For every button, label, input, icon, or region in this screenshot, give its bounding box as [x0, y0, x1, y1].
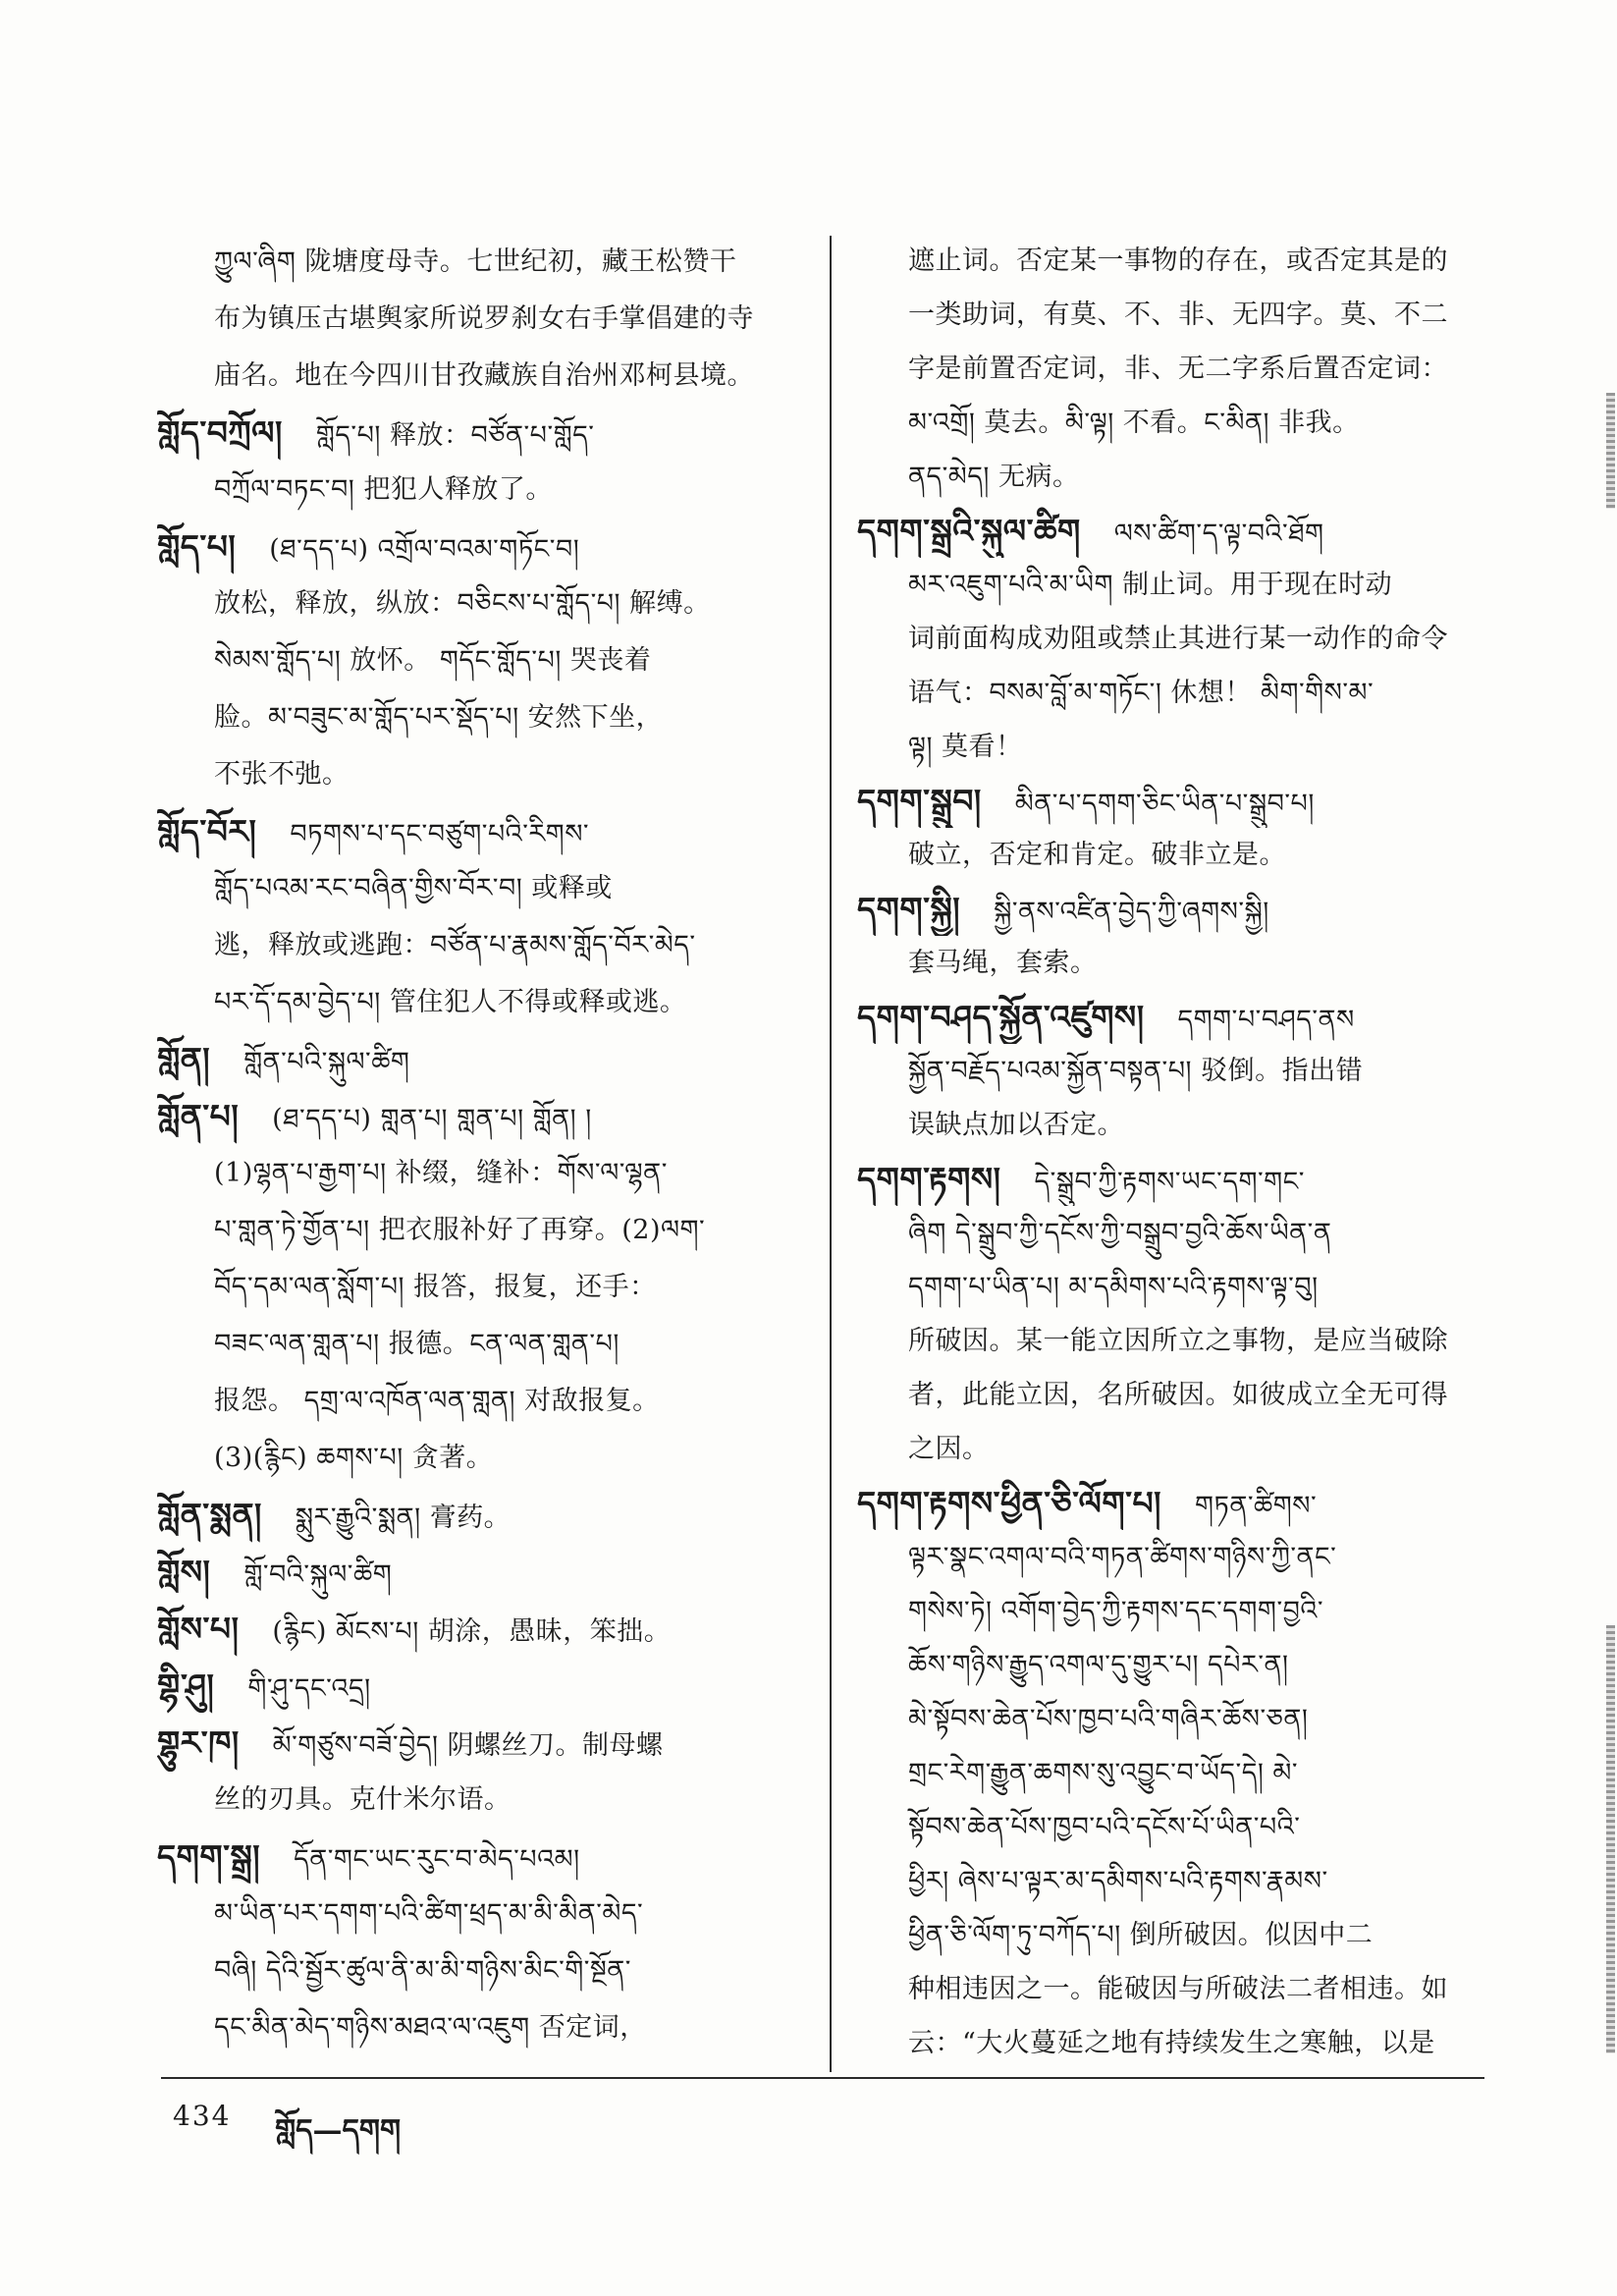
definition-text: དེ་སྒྲུབ་ཀྱི་རྟགས་ཡང་དག་གང་ — [1034, 1167, 1305, 1197]
dictionary-entry — [157, 405, 817, 519]
definition-text: (ཐ་དད་པ) འགྲོལ་བའམ་གཏོང་བ། — [269, 534, 580, 565]
entry-first-line — [157, 1829, 817, 1886]
definition-line: མ་ཡིན་པར་དགག་པའི་ཚིག་ཕྲད་མ་མི་མིན་མེད་ — [214, 1898, 644, 1929]
definition-text: བཏགས་པ་དང་བཙུག་པའི་རིགས་ — [290, 819, 590, 849]
headword: གློན་པ། — [157, 1097, 240, 1135]
dictionary-entry — [157, 1088, 817, 1487]
definition-line: སྟོབས་ཆེན་པོས་ཁྱབ་པའི་དངོས་པོ་ཡིན་པའི་ — [908, 1812, 1301, 1842]
definition-line: མེ་སྟོབས་ཆེན་པོས་ཁྱབ་པའི་གཞིར་ཆོས་ཅན། — [908, 1704, 1309, 1734]
definition-text: དོན་གང་ཡང་རུང་བ་མེད་པའམ། — [294, 1844, 580, 1875]
headword: དགག་རྟགས། — [857, 1160, 1001, 1198]
dictionary-entry — [157, 1601, 817, 1658]
dictionary-entry — [857, 1476, 1495, 2070]
dictionary-entry — [157, 1715, 817, 1829]
headword: དགག་སྒྲའི་སྐུལ་ཚིག — [857, 512, 1081, 550]
dictionary-entry — [857, 774, 1495, 882]
entry-first-line — [157, 405, 817, 462]
entry-first-line — [157, 1088, 817, 1145]
dictionary-entry — [157, 519, 817, 803]
definition-line: ཞིག དེ་སྒྲུབ་ཀྱི་དངོས་ཀྱི་བསྒྲུབ་བྱའི་ཆོས་ཡིན་ན — [908, 1218, 1332, 1248]
definition-line: སྐྱོན་བརྗོད་པའམ་སྐྱོན་བསྟན་པ། 驳倒。指出错 — [908, 1056, 1364, 1086]
dictionary-entry — [857, 1152, 1495, 1476]
definition-line: ཀྱུལ་ཞིག 陇塘度母寺。七世纪初，藏王松赞干 — [214, 246, 737, 277]
definition-line: བོད་དམ་ལན་སློག་པ། 报答，报复，还手： — [214, 1272, 657, 1302]
definition-line: བཟང་ལན་གླན་པ། 报德。ངན་ལན་གླན་པ། — [214, 1329, 620, 1359]
definition-line: 不张不弛。 — [214, 759, 350, 790]
entry-first-line — [157, 1658, 817, 1715]
scan-edge-mark — [1606, 1625, 1615, 2053]
entry-first-line — [857, 882, 1495, 936]
entry-first-line — [857, 1152, 1495, 1206]
dictionary-entry — [157, 1829, 817, 2056]
definition-line: པར་དོ་དམ་བྱེད་པ། 管住犯人不得或释或逃。 — [214, 987, 687, 1017]
definition-line: 语气：བསམ་བློ་མ་གཏོང་། 休想！ མིག་གིས་མ་ — [908, 678, 1374, 708]
definition-line: ལྟ། 莫看！ — [908, 732, 1023, 762]
left-column — [157, 234, 817, 2056]
definition-line: (1)ལྷན་པ་རྒྱག་པ། 补缀，缝补：གོས་ལ་ལྷན་ — [214, 1158, 668, 1188]
definition-line: 庙名。地在今四川甘孜藏族自治州邓柯县境。 — [214, 360, 754, 391]
definition-line: 放松，释放，纵放：བཅིངས་པ་གློད་པ། 解缚。 — [214, 588, 711, 619]
definition-line: གློད་པའམ་རང་བཞིན་གྱིས་བོར་བ། 或释或 — [214, 873, 613, 903]
definition-line: 遮止词。否定某一事物的存在，或否定其是的 — [908, 246, 1448, 276]
definition-line: ཕྱིར། ཞེས་པ་ལྟར་མ་དམིགས་པའི་རྟགས་རྣམས་ — [908, 1866, 1328, 1896]
entry-first-line — [157, 1715, 817, 1772]
definition-line: དང་མིན་མེད་གཉིས་མཐའ་ལ་འཇུག 否定词， — [214, 2012, 647, 2043]
definition-line: 之因。 — [908, 1434, 990, 1464]
entry-first-line — [857, 774, 1495, 828]
definition-line: 脸。མ་བཟུང་མ་གློད་པར་སྡོད་པ། 安然下坐， — [214, 702, 664, 733]
definition-line: པ་གླན་ཏེ་གྱོན་པ། 把衣服补好了再穿。(2)ལག་ — [214, 1215, 706, 1245]
definition-line: 套马绳，套索。 — [908, 948, 1098, 978]
headword: དགག་སྒྲུབ། — [857, 782, 982, 820]
definition-line: སེམས་གློད་པ། 放怀。 གདོང་གློད་པ། 哭丧着 — [214, 645, 652, 676]
entry-first-line — [157, 803, 817, 860]
entry-first-line — [857, 1476, 1495, 1530]
entry-first-line — [157, 1544, 817, 1601]
page-number: 434 — [173, 2100, 232, 2132]
right-column — [857, 234, 1495, 2070]
dictionary-entry — [857, 504, 1495, 774]
definition-line: 丝的刃具。克什米尔语。 — [214, 1784, 512, 1815]
running-head: གློད—དགག — [275, 2113, 402, 2148]
dictionary-entry — [157, 1658, 817, 1715]
definition-text: (ཐ་དད་པ) གླན་པ། གླན་པ། གློན། ། — [272, 1104, 592, 1134]
dictionary-entry — [857, 882, 1495, 990]
definition-text: དགག་པ་བཤད་ནས — [1177, 1005, 1355, 1035]
headword: གློན། — [157, 1040, 211, 1078]
definition-text: གཏན་ཚིགས་ — [1195, 1491, 1318, 1521]
dictionary-entry — [157, 1487, 817, 1544]
headword: གྷི་ཤུ། — [157, 1667, 215, 1705]
headword: དགག་སྐྱི། — [857, 890, 961, 928]
footer-rule — [161, 2077, 1484, 2079]
definition-line: 云：“大火蔓延之地有持续发生之寒触，以是 — [908, 2028, 1435, 2058]
definition-line: (3)(རྙིང) ཆགས་པ། 贪著。 — [214, 1443, 494, 1473]
dictionary-entry-continued — [857, 234, 1495, 504]
definition-line: 词前面构成劝阻或禁止其进行某一动作的命令 — [908, 624, 1448, 654]
dictionary-entry-continued — [157, 234, 817, 405]
definition-line: 逃，释放或逃跑：བཙོན་པ་རྣམས་གློད་བོར་མེད་ — [214, 930, 696, 960]
definition-line: གྲང་རེག་རྒྱུན་ཆགས་སུ་འབྱུང་བ་ཡོད་དེ། མེ་ — [908, 1758, 1299, 1788]
column-divider — [830, 236, 832, 2072]
definition-text: སྨུར་རྒྱུའི་སྨན། 膏药。 — [295, 1503, 512, 1533]
definition-line: 误缺点加以否定。 — [908, 1110, 1124, 1140]
definition-line: 者，此能立因，名所破因。如彼成立全无可得 — [908, 1380, 1448, 1410]
definition-line: ཆོས་གཉིས་རྒྱུད་འགལ་དུ་གྱུར་པ། དཔེར་ན། — [908, 1650, 1289, 1680]
dictionary-entry — [157, 1031, 817, 1088]
headword: གློས་པ། — [157, 1610, 240, 1648]
entry-first-line — [157, 1031, 817, 1088]
dictionary-entry — [157, 1544, 817, 1601]
definition-line: 报怨。 དགྲ་ལ་འཁོན་ལན་གླན། 对敌报复。 — [214, 1386, 660, 1416]
definition-line: 破立，否定和肯定。破非立是。 — [908, 840, 1286, 870]
definition-text: གློན་པའི་སྐུལ་ཚིག — [243, 1047, 410, 1077]
definition-line: 一类助词，有莫、不、非、无四字。莫、不二 — [908, 300, 1448, 330]
scan-edge-mark — [1606, 393, 1615, 509]
definition-line: མར་འཇུག་པའི་མ་ཡིག 制止词。用于现在时动 — [908, 570, 1393, 600]
headword: དགག་བཤད་སྐྱོན་འཛུགས། — [857, 998, 1145, 1036]
headword: གློད་པ། — [157, 527, 237, 566]
definition-line: མ་འགྲོ། 莫去。མི་ལྟ། 不看。ང་མིན། 非我。 — [908, 408, 1360, 438]
definition-text: སྐྱི་ནས་འཛིན་བྱེད་ཀྱི་ཞགས་སྐྱི། — [994, 897, 1269, 927]
entry-first-line — [157, 1601, 817, 1658]
definition-line: ནད་མེད། 无病。 — [908, 462, 1080, 492]
dictionary-entry — [857, 990, 1495, 1152]
definition-line: ཕྱིན་ཅི་ལོག་ཏུ་བཀོད་པ། 倒所破因。似因中二 — [908, 1920, 1374, 1950]
definition-text: མོ་གཙུས་བཟོ་བྱེད། 阴螺丝刀。制母螺 — [272, 1730, 664, 1761]
definition-line: 布为镇压古堪舆家所说罗刹女右手掌倡建的寺 — [214, 303, 754, 334]
headword: གློན་སྨན། — [157, 1496, 262, 1534]
definition-line: 种相违因之一。能破因与所破法二者相违。如 — [908, 1974, 1448, 2004]
headword: གློད་བཀྲོལ། — [157, 413, 283, 452]
definition-line: དགག་པ་ཡིན་པ། མ་དམིགས་པའི་རྟགས་ལྟ་བུ། — [908, 1272, 1319, 1302]
definition-line: ལྟར་སྣང་འགལ་བའི་གཏན་ཚིགས་གཉིས་ཀྱི་ནང་ — [908, 1542, 1337, 1572]
headword: དགག་སྒྲ། — [157, 1837, 261, 1876]
headword: དགག་རྟགས་ཕྱིན་ཅི་ལོག་པ། — [857, 1484, 1161, 1522]
definition-line: བཞི། དེའི་སྦྱོར་ཚུལ་ནི་མ་མི་གཉིས་མིང་གི་སྔོན་ — [214, 1955, 631, 1986]
definition-text: (རྙིང) མོངས་པ། 胡涂，愚昧，笨拙。 — [272, 1616, 672, 1647]
headword: གློས། — [157, 1553, 211, 1591]
definition-line: 所破因。某一能立因所立之事物，是应当破除 — [908, 1326, 1448, 1356]
definition-text: གི་ཤུ་དང་འདྲ། — [247, 1673, 371, 1704]
definition-line: 字是前置否定词，非、无二字系后置否定词： — [908, 354, 1448, 384]
headword: གློད་བོར། — [157, 812, 257, 850]
definition-text: ལས་ཚིག་ད་ལྟ་བའི་ཐོག — [1113, 519, 1324, 549]
entry-first-line — [857, 504, 1495, 558]
headword: གྷུར་ཁ། — [157, 1723, 240, 1762]
entry-first-line — [157, 1487, 817, 1544]
dictionary-entry — [157, 803, 817, 1031]
entry-first-line — [857, 990, 1495, 1044]
definition-text: གློ་བའི་སྐུལ་ཚིག — [243, 1559, 393, 1590]
entry-first-line — [157, 519, 817, 575]
definition-line: བཀྲོལ་བཏང་བ། 把犯人释放了。 — [214, 474, 553, 505]
definition-text: མིན་པ་དགག་ཅིང་ཡིན་པ་སྒྲུབ་པ། — [1014, 789, 1315, 819]
definition-line: གསེས་ཏེ། འགོག་བྱེད་ཀྱི་རྟགས་དང་དགག་བྱའི་ — [908, 1596, 1324, 1626]
definition-text: གློད་པ། 释放：བཙོན་པ་གློད་ — [315, 420, 595, 451]
